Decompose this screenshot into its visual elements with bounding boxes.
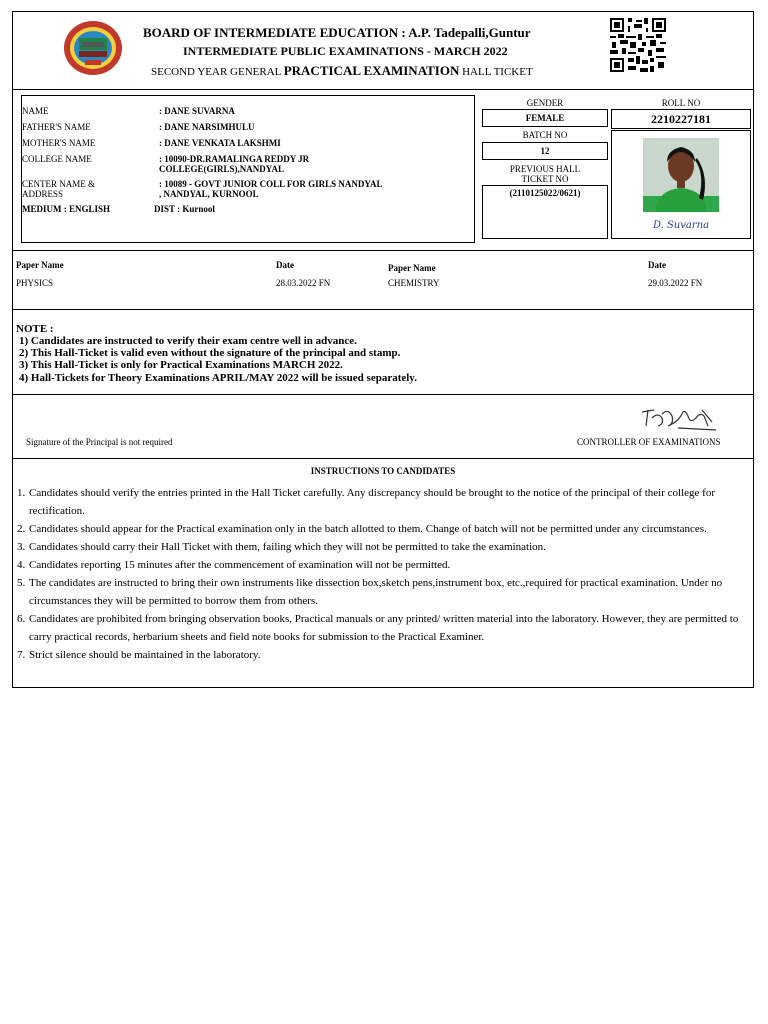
instruction-item: 3. Candidates should carry their Hall Ticket with them, failing which they will not be permitted to take the examination. [17, 541, 546, 553]
note-title: NOTE : [16, 323, 54, 335]
controller-signature-icon [638, 404, 720, 434]
controller-label: CONTROLLER OF EXAMINATIONS [577, 437, 721, 447]
divider [13, 458, 753, 459]
paper-name-header-1: Paper Name [16, 260, 64, 270]
college-value: : 10090-DR.RAMALINGA REDDY JR COLLEGE(GIRLS),NANDYAL [159, 154, 310, 174]
candidate-signature: D. Suvarna [652, 220, 710, 231]
hall-ticket [12, 11, 754, 688]
paper-1-date: 28.03.2022 FN [276, 278, 331, 288]
instruction-item: 5. The candidates are instructed to bring their own instruments like dissection box,sketch pens,instrument box, etc.,required for practical examination. Under no circumstances they will be permitted to borrow them from others. [17, 577, 723, 607]
instruction-item: 6. Candidates are prohibited from bringing observation books, Practical manuals or any printed/ written material into the laboratory. However, they are permitted to carry practical records, herbarium sheets and field note books for submission to the Practical Examiner. [17, 613, 739, 643]
batch-label: BATCH NO [522, 130, 568, 140]
paper-name-header-2: Paper Name [388, 263, 436, 273]
note-item: 2) This Hall-Ticket is valid even without the signature of the principal and stamp. [19, 347, 401, 359]
date-header-2: Date [648, 260, 666, 270]
paper-1: PHYSICS [16, 278, 54, 288]
previous-ticket-value: (2110125022/0621) [482, 185, 608, 239]
qr-code-icon [610, 18, 666, 72]
note-item: 3) This Hall-Ticket is only for Practical Examinations MARCH 2022. [19, 359, 343, 371]
divider [13, 394, 753, 395]
exam-title: INTERMEDIATE PUBLIC EXAMINATIONS - MARCH 2022 [183, 44, 508, 58]
board-logo-icon [63, 20, 123, 76]
father-value: : DANE NARSIMHULU [159, 122, 255, 132]
gender-value: FEMALE [482, 109, 608, 127]
paper-2: CHEMISTRY [388, 278, 440, 288]
previous-ticket-label: PREVIOUS HALL TICKET NO [509, 164, 581, 184]
instructions-list [17, 484, 751, 664]
college-label: COLLEGE NAME [22, 154, 92, 164]
divider [13, 89, 753, 90]
mother-value: : DANE VENKATA LAKSHMI [159, 138, 281, 148]
board-title: BOARD OF INTERMEDIATE EDUCATION : A.P. Tadepalli,Guntur [143, 25, 531, 40]
batch-value: 12 [482, 142, 608, 160]
instruction-item: 4. Candidates reporting 15 minutes after the commencement of examination will not be permitted. [17, 559, 451, 571]
medium-value: MEDIUM : ENGLISH [22, 204, 111, 214]
divider [13, 309, 753, 310]
paper-2-date: 29.03.2022 FN [648, 278, 703, 288]
roll-label: ROLL NO [661, 98, 701, 108]
center-label: CENTER NAME & ADDRESS [22, 179, 95, 199]
note-item: 4) Hall-Tickets for Theory Examinations APRIL/MAY 2022 will be issued separately. [19, 372, 417, 384]
center-value: : 10089 - GOVT JUNIOR COLL FOR GIRLS NANDYAL , NANDYAL, KURNOOL [159, 179, 383, 199]
name-label: NAME [22, 106, 49, 116]
principal-signature-note: Signature of the Principal is not required [26, 437, 173, 447]
ticket-subtitle: SECOND YEAR GENERAL PRACTICAL EXAMINATION HALL TICKET [151, 63, 533, 78]
mother-label: MOTHER'S NAME [22, 138, 96, 148]
date-header-1: Date [276, 260, 294, 270]
divider [13, 250, 753, 251]
gender-label: GENDER [526, 98, 564, 108]
note-item: 1) Candidates are instructed to verify their exam centre well in advance. [19, 335, 357, 347]
roll-value: 2210227181 [611, 109, 751, 129]
instructions-title: INSTRUCTIONS TO CANDIDATES [310, 466, 456, 476]
instruction-item: 1. Candidates should verify the entries printed in the Hall Ticket carefully. Any discrepancy should be brought to the notice of the principal of their college for rectification. [17, 487, 715, 517]
name-value: : DANE SUVARNA [159, 106, 235, 116]
dist-value: DIST : Kurnool [154, 204, 215, 214]
instruction-item: 2. Candidates should appear for the Practical examination only in the batch allotted to them. Change of batch will not be permitted under any circumstances. [17, 523, 707, 535]
instruction-item: 7. Strict silence should be maintained in the laboratory. [17, 649, 261, 661]
father-label: FATHER'S NAME [22, 122, 91, 132]
candidate-photo [643, 138, 719, 212]
